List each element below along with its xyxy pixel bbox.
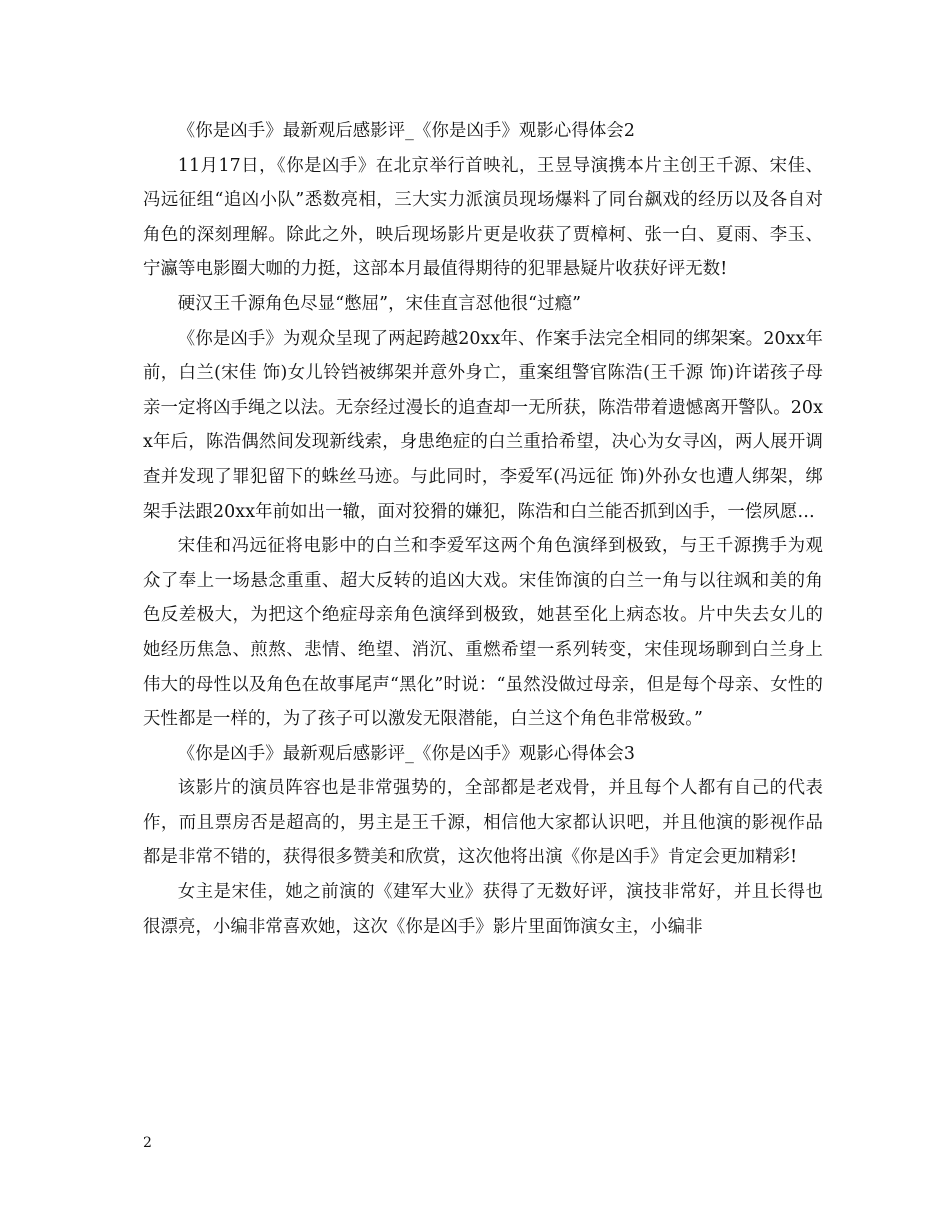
section-heading-3: 《你是凶手》最新观后感影评_《你是凶手》观影心得体会3 [177,743,636,764]
body-paragraph: 11月17日，《你是凶手》在北京举行首映礼，王昱导演携本片主创王千源、宋佳、冯远征组“追凶小队”悉数亮相，三大实力派演员现场爆料了同台飙戏的经历以及各自对角色的深刻理解。除此之外，映后现场影片更是收获了贾樟柯、张一白、夏雨、李玉、宁瀛等电影圈大咖的力挺，这部本月最值得期待的犯罪悬疑片收获好评无数! [143,155,823,280]
body-paragraph: 女主是宋佳，她之前演的《建军大业》获得了无数好评，演技非常好，并且长得也很漂亮，小编非常喜欢她，这次《你是凶手》影片里面饰演女主，小编非 [143,882,823,937]
body-paragraph: 宋佳和冯远征将电影中的白兰和李爱军这两个角色演绎到极致，与王千源携手为观众了奉上一场悬念重重、超大反转的追凶大戏。宋佳饰演的白兰一角与以往飒和美的角色反差极大，为把这个绝症母亲角色演绎到极致，她甚至化上病态妆。片中失去女儿的她经历焦急、煎熬、悲情、绝望、消沉、重燃希望一系列转变，宋佳现场聊到白兰身上伟大的母性以及角色在故事尾声“黑化”时说：“虽然没做过母亲，但是每个母亲、女性的天性都是一样的，为了孩子可以激发无限潜能，白兰这个角色非常极致。” [143,536,823,730]
page-number: 2 [143,1135,152,1151]
body-paragraph: 该影片的演员阵容也是非常强势的，全部都是老戏骨，并且每个人都有自己的代表作，而且票房否是超高的，男主是王千源，相信他大家都认识吧，并且他演的影视作品都是非常不错的，获得很多赞美和欣赏，这次他将出演《你是凶手》肯定会更加精彩! [143,778,823,868]
body-paragraph: 《你是凶手》为观众呈现了两起跨越20xx年、作案手法完全相同的绑架案。20xx年前，白兰(宋佳 饰)女儿铃铛被绑架并意外身亡，重案组警官陈浩(王千源 饰)许诺孩子母亲一定将凶手绳之以法。无奈经过漫长的追查却一无所获，陈浩带着遗憾离开警队。20xx年后，陈浩偶然间发现新线索，身患绝症的白兰重拾希望，决心为女寻凶，两人展开调查并发现了罪犯留下的蛛丝马迹。与此同时，李爱军(冯远征 饰)外孙女也遭人绑架，绑架手法跟20xx年前如出一辙，面对狡猾的嫌犯，陈浩和白兰能否抓到凶手，一偿夙愿… [143,328,823,522]
document-body [143,114,823,944]
section-heading-2: 《你是凶手》最新观后感影评_《你是凶手》观影心得体会2 [177,121,636,141]
subheading: 硬汉王千源角色尽显“憋屈”，宋佳直言怼他很“过瘾” [177,293,582,314]
